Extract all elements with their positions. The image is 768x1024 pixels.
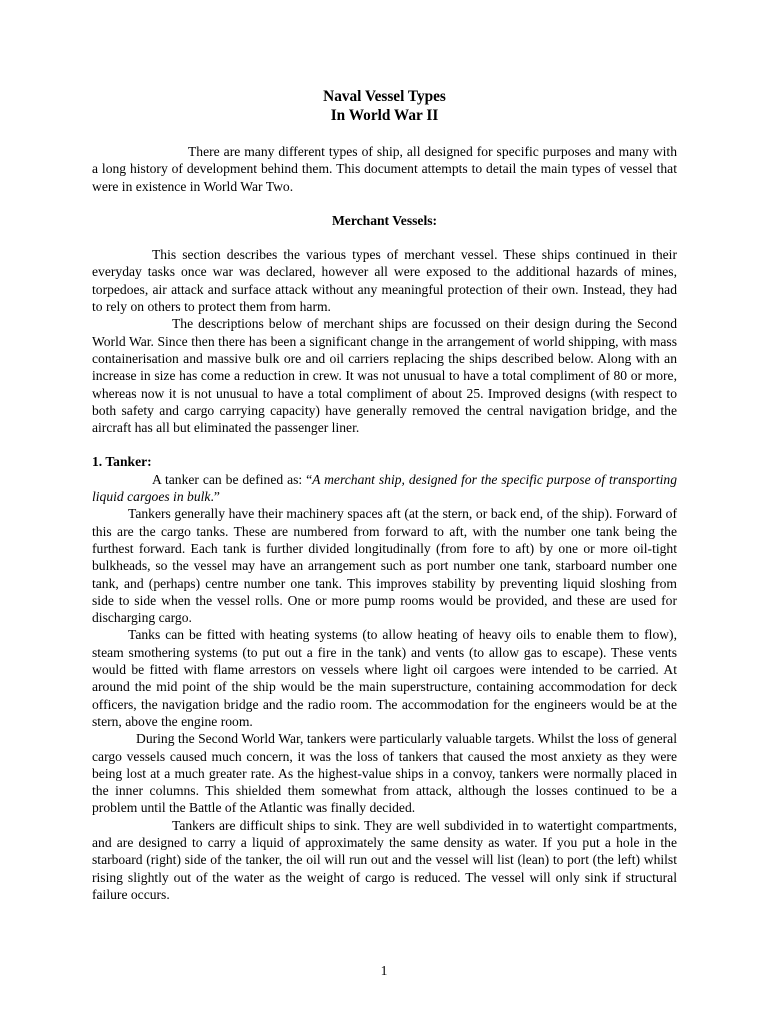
tanker-definition-suffix: .” (210, 489, 220, 505)
document-page (92, 87, 677, 903)
intro-paragraph: There are many different types of ship, all designed for specific purposes and many with a long history of development behind them. This document attempts to detail the main types of vessel that were in existence in World War Two. (92, 144, 677, 194)
tanker-definition-prefix: A tanker can be defined as: “ (152, 471, 313, 487)
section-heading-merchant-vessels: Merchant Vessels: (331, 212, 438, 228)
tanker-paragraph-1: Tankers generally have their machinery spaces aft (at the stern, or back end, of the ship). Forward of this are the cargo tanks. These are numbered from forward to aft, with the number one tank being the furthest forward. Each tank is further divided longitudinally (from fore to aft) by one or more oil-tight bulkheads, so the vessel may have an arrangement such as port number one tank, starboard number one tank, and (perhaps) centre number one tank. This improves stability by preventing liquid sloshing from side to side when the vessel rolls. One or more pump rooms would be provided, and these are used for discharging cargo. (92, 506, 677, 626)
tanker-paragraph-3: During the Second World War, tankers were particularly valuable targets. Whilst the loss of general cargo vessels caused much concern, it was the loss of tankers that caused the most anxiety as they were being lost at a much greater rate. As the highest-value ships in a convoy, tankers were normally placed in the inner columns. This shielded them somewhat from attack, although the losses continued to be a problem until the Battle of the Atlantic was finally decided. (92, 731, 677, 816)
page-number: 1 (380, 963, 388, 978)
document-title-line-2: In World War II (330, 107, 439, 124)
tanker-definition (92, 471, 677, 506)
document-title-line-1: Naval Vessel Types (323, 88, 446, 105)
tanker-paragraph-4: Tankers are difficult ships to sink. They are well subdivided in to watertight compartments, and are designed to carry a liquid of approximately the same density as water. If you put a hole in the starboard (right) side of the tanker, the oil will run out and the vessel will list (lean) to port (the left) whilst rising slightly out of the water as the weight of cargo is reduced. The vessel will only sink if structural failure occurs. (92, 817, 677, 902)
merchant-paragraph-2: The descriptions below of merchant ships are focussed on their design during the Second World War. Since then there has been a significant change in the arrangement of world shipping, with mass containerisation and massive bulk ore and oil carriers replacing the ships described below. Along with an increase in size has come a reduction in crew. It was not unusual to have a total compliment of 80 or more, whereas now it is not unusual to have a total compliment of about 25. Improved designs (with respect to both safety and cargo carrying capacity) have generally removed the central navigation bridge, and the aircraft has all but eliminated the passenger liner. (92, 316, 677, 436)
tanker-definition-quote: A merchant ship, designed for the specific purpose of transporting liquid cargoes in bulk (92, 471, 677, 505)
tanker-heading: 1. Tanker: (92, 454, 152, 470)
tanker-paragraph-2: Tanks can be fitted with heating systems (to allow heating of heavy oils to enable them to flow), steam smothering systems (to put out a fire in the tank) and vents (to allow gas to escape). These vents would be fitted with flame arrestors on vessels where light oil cargoes were intended to be carried. At around the mid point of the ship would be the main superstructure, containing accommodation for deck officers, the navigation bridge and the radio room. The accommodation for the engineers would be at the stern, above the engine room. (92, 627, 677, 729)
merchant-paragraph-1: This section describes the various types of merchant vessel. These ships continued in their everyday tasks once war was declared, however all were exposed to the additional hazards of mines, torpedoes, air attack and surface attack without any meaningful protection of their own. Instead, they had to rely on others to protect them from harm. (92, 247, 677, 315)
